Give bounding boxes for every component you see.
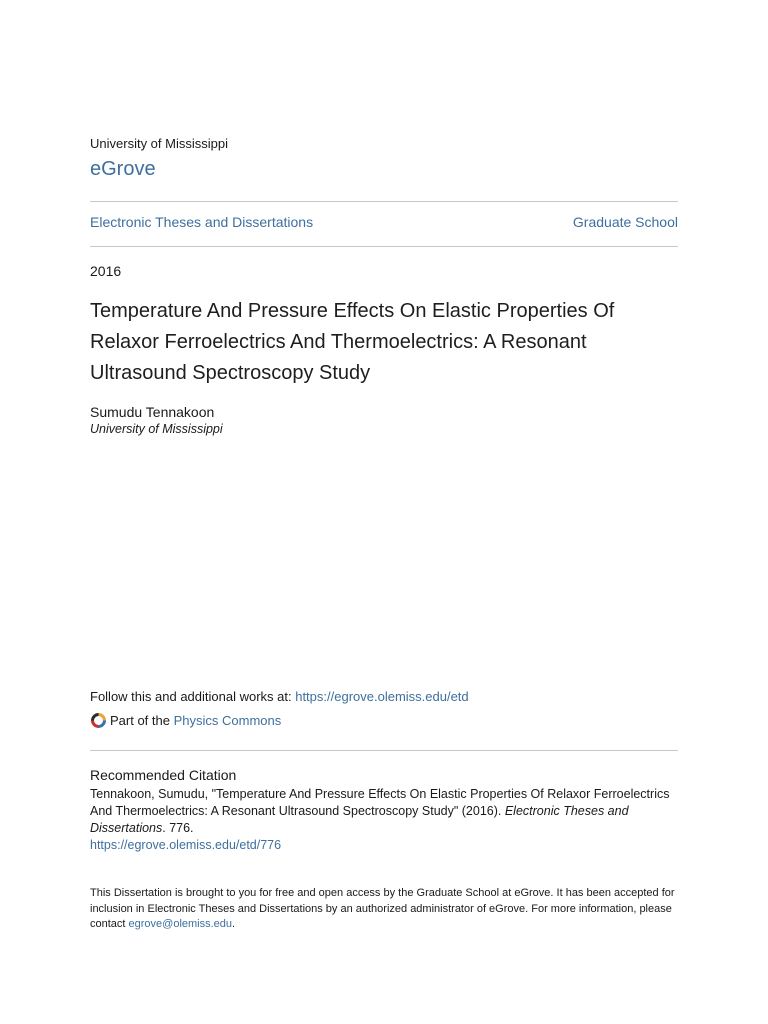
physics-commons-link[interactable]: Physics Commons xyxy=(173,713,282,728)
publication-year: 2016 xyxy=(90,263,122,279)
citation-number: . 776. xyxy=(162,821,194,835)
divider-breadcrumb xyxy=(90,246,678,247)
citation-body: Tennakoon, Sumudu, "Temperature And Pressure Effects On Elastic Properties Of Relaxor Ferroelectrics And Thermoelectrics: A Resonant Ultrasound Spectroscopy Study" (2016). xyxy=(90,787,670,818)
divider-top xyxy=(90,201,678,202)
graduate-school-link[interactable]: Graduate School xyxy=(572,214,678,230)
divider-citation xyxy=(90,750,678,751)
access-notice xyxy=(90,886,678,933)
recommended-citation-heading: Recommended Citation xyxy=(90,767,237,783)
contact-email-link[interactable]: egrove@olemiss.edu xyxy=(128,918,233,930)
breadcrumb xyxy=(90,214,678,230)
author-affiliation: University of Mississippi xyxy=(90,422,223,436)
citation-journal: Electronic Theses and Dissertations xyxy=(90,804,629,835)
citation-url-link[interactable]: https://egrove.olemiss.edu/etd/776 xyxy=(90,838,282,852)
part-of-text: Part of the xyxy=(110,713,174,728)
open-access-commons-icon xyxy=(90,712,107,729)
citation-text xyxy=(90,786,678,837)
access-notice-end: . xyxy=(232,918,236,930)
follow-line xyxy=(90,689,469,704)
collection-link[interactable]: Electronic Theses and Dissertations xyxy=(90,214,314,230)
author-name: Sumudu Tennakoon xyxy=(90,404,215,420)
follow-text: Follow this and additional works at: xyxy=(90,689,296,704)
part-of-line xyxy=(90,712,281,729)
repository-link[interactable]: eGrove xyxy=(90,158,156,180)
follow-url-link[interactable]: https://egrove.olemiss.edu/etd xyxy=(295,689,469,704)
document-title: Temperature And Pressure Effects On Elastic Properties Of Relaxor Ferroelectrics And Thermoelectrics: A Resonant Ultrasound Spectroscopy Study xyxy=(90,300,615,384)
access-notice-text: This Dissertation is brought to you for free and open access by the Graduate School at eGrove. It has been accepted for inclusion in Electronic Theses and Dissertations by an authorized administrator of eGrove. For more information, please contact xyxy=(90,887,675,930)
institution-name: University of Mississippi xyxy=(90,136,228,151)
